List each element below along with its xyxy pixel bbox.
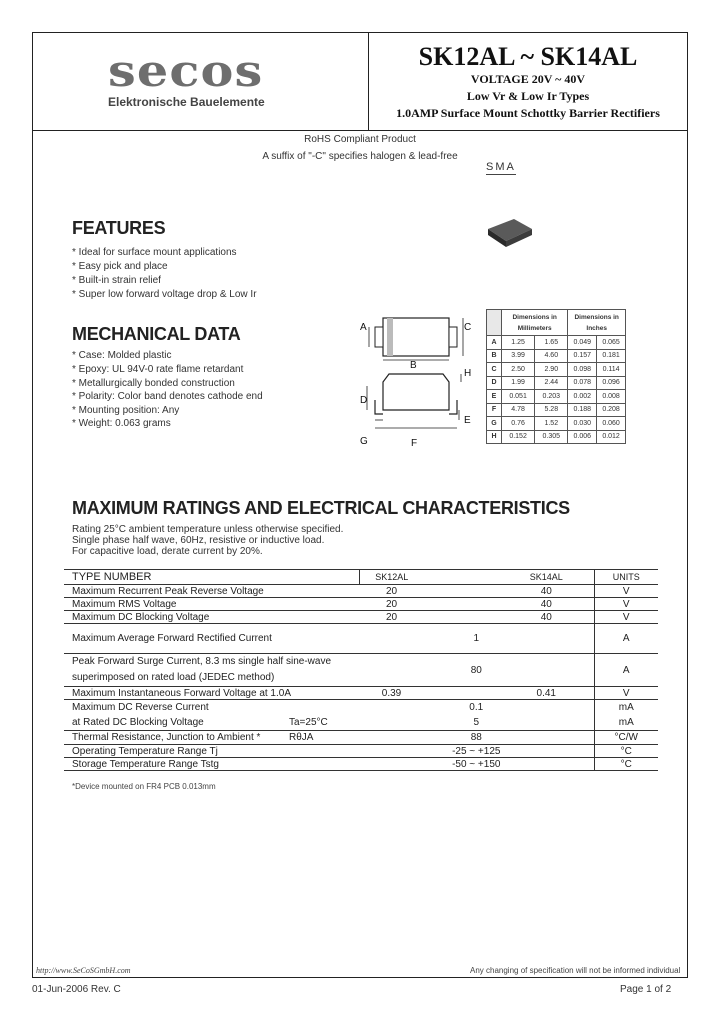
dim-cell: C	[487, 363, 502, 377]
mechanical-item: * Polarity: Color band denotes cathode end	[72, 391, 263, 402]
dim-cell: 4.78	[502, 403, 535, 417]
revision-date: 01-Jun-2006 Rev. C	[32, 984, 121, 995]
package-name: SMA	[486, 161, 516, 173]
dim-row	[487, 336, 626, 350]
dim-cell: 4.60	[535, 349, 568, 363]
dim-cell: H	[487, 430, 502, 444]
voltage-range: VOLTAGE 20V ~ 40V	[470, 72, 586, 86]
feature-item: * Easy pick and place	[72, 261, 168, 272]
rohs-line: RoHS Compliant Product	[304, 134, 416, 145]
ratings-title: MAXIMUM RATINGS AND ELECTRICAL CHARACTERISTICS	[72, 498, 570, 518]
dim-row	[487, 363, 626, 377]
table-row: Peak Forward Surge Current, 8.3 ms single half sine-wave superimposed on rated load (JEDEC method) 80 A	[64, 654, 658, 687]
dim-label-f: F	[411, 438, 418, 449]
dim-cell: 0.098	[568, 363, 597, 377]
units-header: UNITS	[594, 570, 658, 585]
dim-cell: 0.051	[502, 390, 535, 404]
dim-row	[487, 430, 626, 444]
feature-item: * Ideal for surface mount applications	[72, 247, 237, 258]
part-title: SK12AL ~ SK14AL	[418, 42, 638, 71]
mechanical-title: MECHANICAL DATA	[72, 324, 241, 344]
dimensions-table	[486, 309, 626, 444]
change-notice: Any changing of specification will not be informed individual	[470, 966, 681, 975]
rating-condition: Rating 25°C ambient temperature unless otherwise specified.	[72, 524, 344, 535]
mechanical-item: * Weight: 0.063 grams	[72, 418, 171, 429]
dim-label-e: E	[464, 415, 471, 426]
table-row: Maximum DC Blocking Voltage 20 40 V	[64, 611, 658, 624]
dim-row	[487, 376, 626, 390]
dim-label-h: H	[464, 368, 472, 379]
dim-col-inches: Dimensions in Inches	[568, 310, 626, 336]
dim-cell: 0.203	[535, 390, 568, 404]
package-image	[480, 215, 540, 251]
dim-cell: G	[487, 417, 502, 431]
type-number-header: TYPE NUMBER	[64, 570, 289, 585]
dim-cell: 5.28	[535, 403, 568, 417]
rating-condition: For capacitive load, derate current by 20%.	[72, 546, 263, 557]
rating-condition: Single phase half wave, 60Hz, resistive or inductive load.	[72, 535, 325, 546]
sk14al-header: SK14AL	[499, 570, 594, 585]
dim-cell: 0.208	[597, 403, 626, 417]
dim-cell: F	[487, 403, 502, 417]
dim-cell: 1.52	[535, 417, 568, 431]
mechanical-item: * Metallurgically bonded construction	[72, 378, 235, 389]
company-name: Elektronische Bauelemente	[108, 95, 265, 109]
dim-label-d: D	[360, 395, 368, 406]
table-row: Thermal Resistance, Junction to Ambient * RθJA 88 °C/W	[64, 731, 658, 745]
dim-cell: 0.181	[597, 349, 626, 363]
dim-cell: 1.99	[502, 376, 535, 390]
dim-cell: 0.060	[597, 417, 626, 431]
dim-cell: 0.188	[568, 403, 597, 417]
mechanical-item: * Case: Molded plastic	[72, 350, 172, 361]
dim-cell: 0.096	[597, 376, 626, 390]
company-logo: secos	[108, 46, 264, 97]
dim-cell: 0.065	[597, 336, 626, 350]
dim-cell: 2.90	[535, 363, 568, 377]
table-row: Maximum DC Reverse Current at Rated DC Blocking Voltage Ta=25°C 0.1 5 mA mA	[64, 700, 658, 731]
dim-cell: 0.030	[568, 417, 597, 431]
dim-cell: 0.114	[597, 363, 626, 377]
header-divider	[32, 130, 688, 131]
halogen-note: A suffix of "-C" specifies halogen & lead-free	[262, 151, 458, 162]
page-number: Page 1 of 2	[620, 984, 672, 995]
company-url[interactable]: http://www.SeCoSGmbH.com	[36, 966, 131, 975]
dim-cell: 2.44	[535, 376, 568, 390]
table-row: Operating Temperature Range Tj -25 ~ +125 °C	[64, 745, 658, 758]
mechanical-item: * Mounting position: Any	[72, 405, 180, 416]
dim-cell: 0.152	[502, 430, 535, 444]
dim-cell: 0.012	[597, 430, 626, 444]
dim-cell: 1.65	[535, 336, 568, 350]
table-row: Maximum Instantaneous Forward Voltage at 1.0A 0.39 0.41 V	[64, 687, 658, 700]
dim-label-g: G	[360, 436, 368, 447]
table-row: Maximum RMS Voltage 20 40 V	[64, 598, 658, 611]
ratings-table	[64, 569, 658, 771]
table-row: Maximum Recurrent Peak Reverse Voltage 20 40 V	[64, 585, 658, 598]
table-header-row	[64, 570, 658, 585]
dim-label-b: B	[410, 360, 417, 371]
dim-row	[487, 390, 626, 404]
sk12al-header: SK12AL	[359, 570, 424, 585]
dim-cell: D	[487, 376, 502, 390]
dim-row	[487, 417, 626, 431]
table-row: Storage Temperature Range Tstg -50 ~ +150 °C	[64, 758, 658, 771]
dim-row	[487, 403, 626, 417]
feature-item: * Super low forward voltage drop & Low Ir	[72, 289, 257, 300]
device-description: 1.0AMP Surface Mount Schottky Barrier Rectifiers	[396, 106, 660, 120]
mechanical-item: * Epoxy: UL 94V-0 rate flame retardant	[72, 364, 244, 375]
dim-cell: 1.25	[502, 336, 535, 350]
dim-cell: 0.002	[568, 390, 597, 404]
dim-cell: 0.006	[568, 430, 597, 444]
dim-cell: 3.99	[502, 349, 535, 363]
dim-label-a: A	[360, 322, 367, 333]
dim-row	[487, 349, 626, 363]
dim-cell: 2.50	[502, 363, 535, 377]
dim-cell: 0.078	[568, 376, 597, 390]
dim-cell: 0.305	[535, 430, 568, 444]
thermal-note: *Device mounted on FR4 PCB 0.013mm	[72, 782, 216, 791]
dim-cell: 0.049	[568, 336, 597, 350]
features-title: FEATURES	[72, 218, 166, 238]
dim-label-c: C	[464, 322, 472, 333]
dim-col-mm: Dimensions in Millimeters	[502, 310, 568, 336]
feature-item: * Built-in strain relief	[72, 275, 161, 286]
dim-cell: 0.76	[502, 417, 535, 431]
dim-cell: B	[487, 349, 502, 363]
table-row: Maximum Average Forward Rectified Current 1 A	[64, 624, 658, 654]
package-outline-drawing	[355, 310, 480, 455]
dim-cell: 0.008	[597, 390, 626, 404]
device-types: Low Vr & Low Ir Types	[466, 89, 590, 103]
dim-cell: A	[487, 336, 502, 350]
dim-cell: 0.157	[568, 349, 597, 363]
dim-cell: E	[487, 390, 502, 404]
